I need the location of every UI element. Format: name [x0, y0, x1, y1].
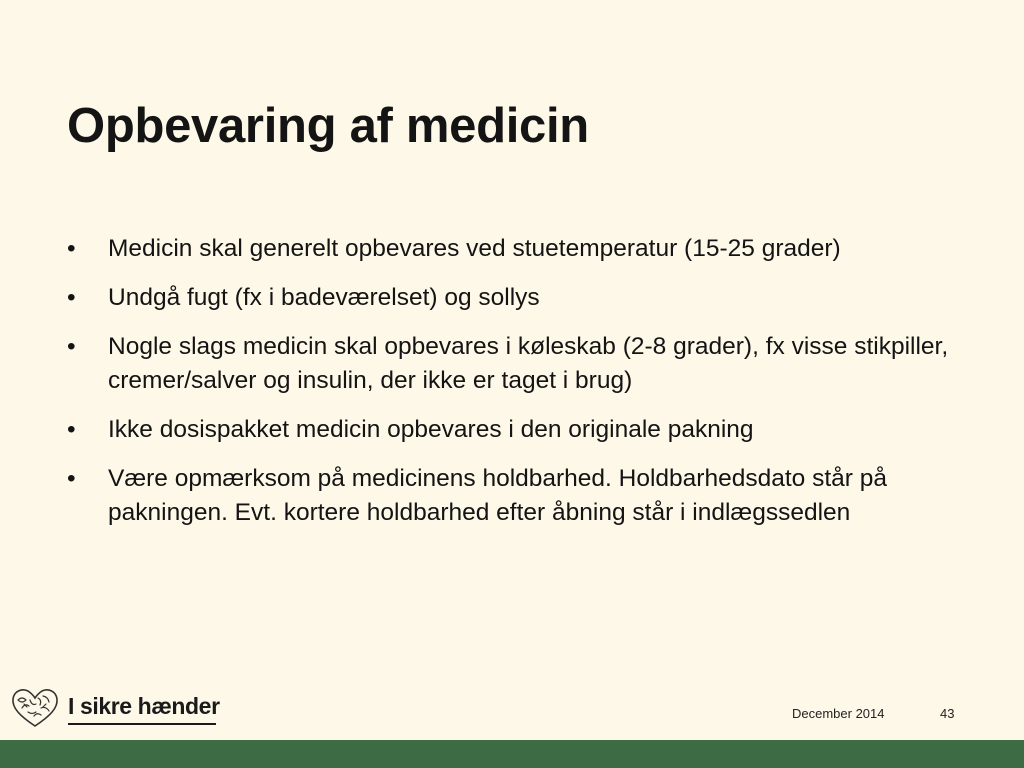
heart-hands-icon [10, 686, 60, 730]
bullet-text: Nogle slags medicin skal opbevares i køleskab (2-8 grader), fx visse stikpiller, cremer/salver og insulin, der ikke er taget i brug) [108, 333, 949, 394]
bullet-text: Medicin skal generelt opbevares ved stuetemperatur (15-25 grader) [108, 235, 841, 262]
bullet-marker: • [67, 333, 76, 360]
bullet-item [67, 232, 987, 266]
bullet-item [67, 462, 987, 530]
bullet-text: Være opmærksom på medicinens holdbarhed. Holdbarhedsdato står på pakningen. Evt. kortere holdbarhed efter åbning står i indlægssedlen [108, 465, 887, 526]
page-number: 43 [940, 706, 955, 721]
logo-underline [68, 723, 216, 725]
bullet-marker: • [67, 284, 76, 311]
bullet-text: Ikke dosispakket medicin opbevares i den originale pakning [108, 416, 754, 443]
slide-title: Opbevaring af medicin [67, 99, 589, 153]
bullet-list [67, 232, 987, 545]
bullet-text: Undgå fugt (fx i badeværelset) og sollys [108, 284, 540, 311]
bullet-item [67, 413, 987, 447]
footer-date: December 2014 [792, 706, 885, 721]
bottom-bar [0, 740, 1024, 768]
logo [10, 686, 220, 730]
bullet-marker: • [67, 235, 76, 262]
bullet-item [67, 330, 987, 398]
logo-text: I sikre hænder [68, 693, 220, 719]
bullet-marker: • [67, 416, 76, 443]
bullet-item [67, 281, 987, 315]
bullet-marker: • [67, 465, 76, 492]
